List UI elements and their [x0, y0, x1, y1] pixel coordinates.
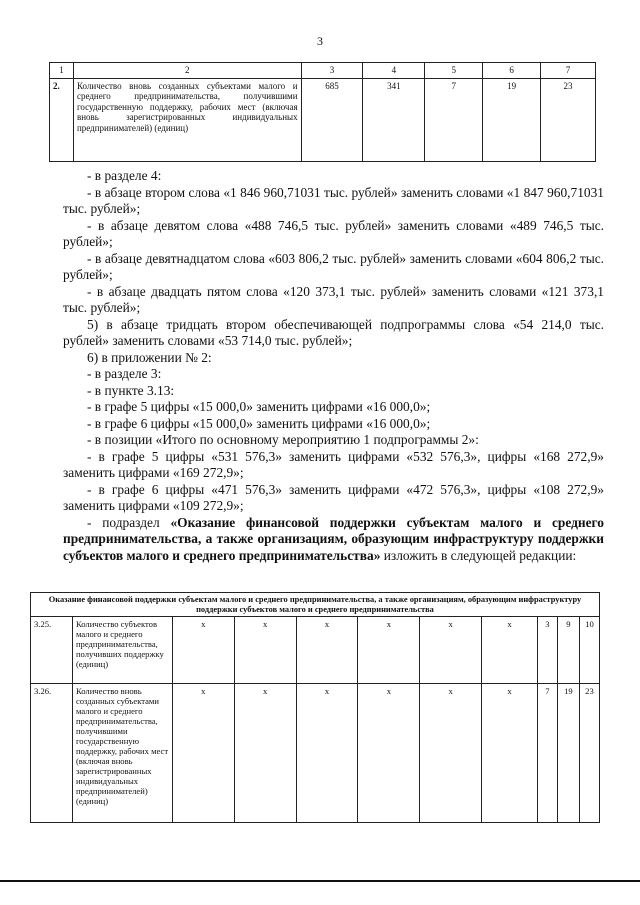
table-cell: x — [296, 684, 358, 823]
table-row — [31, 684, 600, 823]
body-line: - в абзаце девятом слова «488 746,5 тыс. рублей» заменить словами «489 746,5 тыс. рублей»; — [63, 217, 604, 249]
table-cell: 7 — [425, 78, 483, 161]
table-cell: x — [172, 617, 234, 684]
body-line: - в графе 6 цифры «15 000,0» заменить цифрами «16 000,0»; — [87, 415, 431, 431]
body-line: - в позиции «Итого по основному мероприятию 1 подпрограммы 2»: — [87, 432, 479, 447]
table-cell: 7 — [537, 684, 557, 823]
table-cell: x — [482, 617, 538, 684]
row-number: 3.26. — [31, 684, 73, 823]
body-line: - в графе 6 цифры «471 576,3» заменить цифрами «472 576,3», цифры «108 272,9» заменить цифрами «109 272,9»; — [63, 481, 604, 513]
table-indicators-top — [49, 62, 596, 162]
table-cell: 19 — [557, 684, 579, 823]
table-cell: x — [234, 684, 296, 823]
table-cell: x — [482, 684, 538, 823]
table-header-row — [31, 593, 600, 617]
table-row — [31, 617, 600, 684]
table-cell: x — [358, 684, 420, 823]
table-cell: x — [172, 684, 234, 823]
table-header-cell: 7 — [541, 63, 596, 79]
body-line: - в графе 5 цифры «15 000,0» заменить цифрами «16 000,0»; — [87, 399, 431, 414]
body-line: 5) в абзаце тридцать втором обеспечивающей подпрограммы слова «54 214,0 тыс. рублей» заменить словами «53 714,0 тыс. рублей»; — [63, 316, 604, 348]
last-para-prefix: - подраздел — [87, 514, 171, 530]
table-header-cell: 6 — [483, 63, 541, 79]
table-header-cell: 3 — [301, 63, 363, 79]
row-description: Количество вновь созданных субъектами малого и среднего предпринимательства, получившими государственную поддержку, рабочих мест (включая вновь зарегистрированных индивидуальных предпринимателей) (единиц) — [73, 78, 301, 161]
table-header-cell: 5 — [425, 63, 483, 79]
table-header-cell: 1 — [50, 63, 74, 79]
document-body — [63, 168, 604, 564]
body-line: - в абзаце девятнадцатом слова «603 806,2 тыс. рублей» заменить словами «604 806,2 тыс. рублей»; — [63, 250, 604, 282]
body-last-paragraph — [63, 515, 604, 565]
table-row — [50, 78, 596, 161]
body-line: - в пункте 3.13: — [87, 382, 175, 398]
body-line: - в абзаце втором слова «1 846 960,71031 тыс. рублей» заменить словами «1 847 960,71031 тыс. рублей»; — [63, 184, 604, 216]
table-section-header: Оказание финансовой поддержки субъектам малого и среднего предпринимательства, а также организациям, образующим инфраструктуру поддержки субъектов малого и среднего предпринимательства — [31, 593, 600, 617]
body-line: - в разделе 3: — [87, 366, 162, 381]
table-header-row — [50, 63, 596, 79]
body-line: - в разделе 4: — [87, 168, 162, 183]
row-description: Количество вновь созданных субъектами малого и среднего предпринимательства, получившими государственную поддержку, рабочих мест (включая вновь зарегистрированных индивидуальных предпринимателей) (единиц) — [72, 684, 172, 823]
row-number: 2. — [50, 78, 74, 161]
table-cell: 19 — [483, 78, 541, 161]
last-para-suffix: изложить в следующей редакции: — [380, 547, 577, 563]
row-description: Количество субъектов малого и среднего предпринимательства, получивших поддержку (единиц) — [72, 617, 172, 684]
body-line: - в графе 5 цифры «531 576,3» заменить цифрами «532 576,3», цифры «168 272,9» заменить цифрами «169 272,9»; — [63, 448, 604, 480]
body-line: - в абзаце двадцать пятом слова «120 373,1 тыс. рублей» заменить словами «121 373,1 тыс. рублей»; — [63, 283, 604, 315]
page-number: 3 — [317, 34, 323, 48]
table-cell: 685 — [301, 78, 363, 161]
page-bottom-rule — [0, 880, 640, 882]
table-cell: 341 — [363, 78, 425, 161]
table-cell: 3 — [537, 617, 557, 684]
table-cell: 23 — [541, 78, 596, 161]
table-cell: x — [420, 617, 482, 684]
table-header-cell: 4 — [363, 63, 425, 79]
table-cell: 9 — [557, 617, 579, 684]
table-cell: x — [358, 617, 420, 684]
table-cell: x — [234, 617, 296, 684]
table-cell: 23 — [579, 684, 599, 823]
table-financial-support — [30, 592, 600, 823]
table-header-cell: 2 — [73, 63, 301, 79]
table-cell: 10 — [579, 617, 599, 684]
subsection-title: «Оказание финансовой поддержки субъектам малого и среднего предпринимательства, а также организациям, образующим инфраструктуру поддержки субъектов малого и среднего предпринимательства» — [63, 514, 604, 563]
body-line: 6) в приложении № 2: — [87, 349, 212, 365]
table-cell: x — [296, 617, 358, 684]
table-cell: x — [420, 684, 482, 823]
row-number: 3.25. — [31, 617, 73, 684]
